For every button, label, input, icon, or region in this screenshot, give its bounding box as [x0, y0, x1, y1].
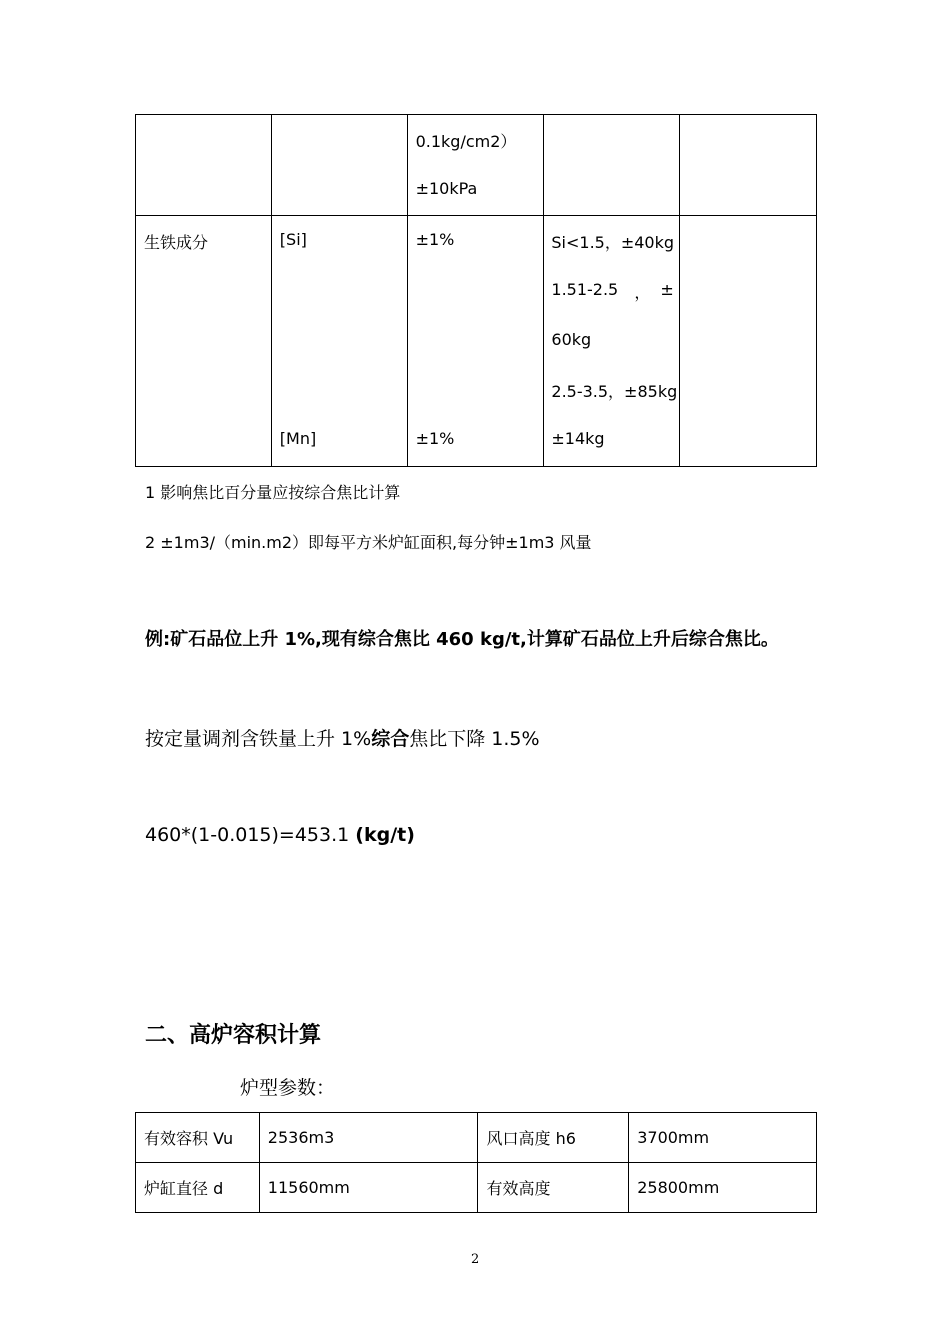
table-cell	[271, 216, 407, 467]
cell-text: 2.5-3.5，±85kg	[551, 382, 678, 401]
table-cell: 3700mm	[629, 1113, 817, 1163]
table-cell	[544, 115, 680, 216]
table-row	[136, 216, 817, 467]
formula-text: 460*(1-0.015)=453.1	[145, 824, 356, 846]
cell-text: ，	[634, 283, 651, 302]
example-title: 例:矿石品位上升 1%,现有综合焦比 460 kg/t,计算矿石品位上升后综合焦比。	[145, 629, 779, 650]
adjustment-table	[135, 114, 817, 467]
cell-text: 生铁成分	[144, 233, 209, 252]
example-line-1-text: 按定量调剂含铁量上升 1%	[145, 728, 372, 750]
section-subheading: 炉型参数：	[240, 1077, 336, 1099]
table-cell: 有效高度	[478, 1163, 629, 1213]
table-cell: 11560mm	[259, 1163, 478, 1213]
example-line-1	[145, 724, 540, 751]
cell-text: ±1%	[415, 230, 455, 249]
table-cell: 25800mm	[629, 1163, 817, 1213]
table-cell	[544, 216, 680, 467]
table-row	[136, 1163, 817, 1213]
furnace-parameters-table	[135, 1112, 817, 1213]
example-line-1-bold: 综合	[371, 728, 410, 750]
cell-text: [Mn]	[279, 429, 317, 448]
cell-text: Si<1.5，±40kg	[551, 233, 675, 252]
table-cell	[680, 216, 817, 467]
cell-text: [Si]	[279, 230, 307, 249]
table-cell: 炉缸直径 d	[136, 1163, 260, 1213]
footnote-2: 2 ±1m3/（min.m2）即每平方米炉缸面积,每分钟±1m3 风量	[145, 533, 592, 552]
footnote-1: 1 影响焦比百分量应按综合焦比计算	[145, 483, 401, 502]
cell-text: ±14kg	[551, 429, 605, 448]
page-number: 2	[471, 1252, 480, 1267]
section-heading: 二、高炉容积计算	[145, 1023, 322, 1048]
table-row	[136, 1113, 817, 1163]
table-cell	[136, 216, 272, 467]
cell-text: ±10kPa	[415, 179, 478, 198]
table-cell: 2536m3	[259, 1113, 478, 1163]
table-cell: 有效容积 Vu	[136, 1113, 260, 1163]
table-cell	[407, 115, 544, 216]
table-cell	[271, 115, 407, 216]
table-row	[136, 115, 817, 216]
table-cell	[136, 115, 272, 216]
example-line-1-text-end: 焦比下降 1.5%	[409, 728, 540, 750]
cell-text: ±	[660, 280, 674, 299]
table-cell	[680, 115, 817, 216]
cell-text: 1.51-2.5	[551, 280, 619, 299]
cell-text: 0.1kg/cm2）	[415, 132, 517, 151]
cell-text: 60kg	[551, 330, 592, 349]
cell-text: ±1%	[415, 429, 455, 448]
formula-unit: (kg/t)	[355, 824, 415, 846]
table-cell: 风口高度 h6	[478, 1113, 629, 1163]
table-cell	[407, 216, 544, 467]
example-line-2	[145, 824, 415, 846]
